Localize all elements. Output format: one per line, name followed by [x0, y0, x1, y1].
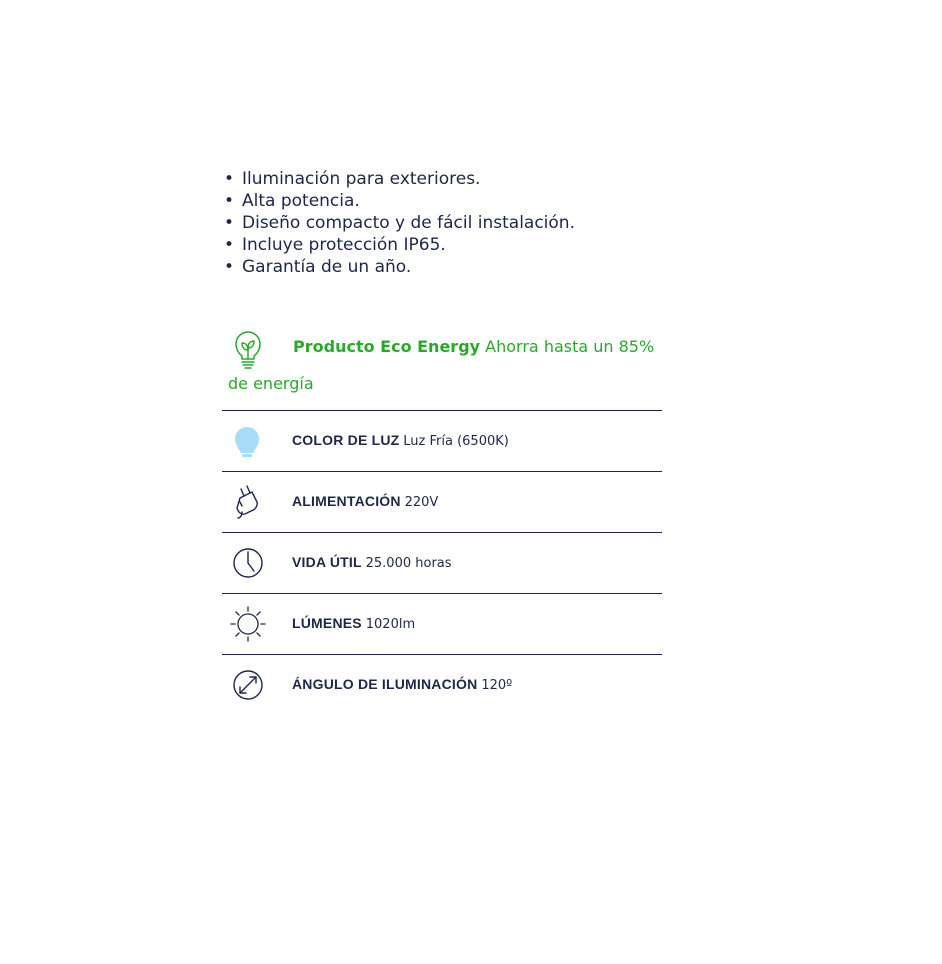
spec-text: [292, 432, 509, 449]
spec-value: 120º: [481, 678, 513, 693]
spec-label: ÁNGULO DE ILUMINACIÓN: [292, 676, 478, 692]
spec-label: ALIMENTACIÓN: [292, 493, 401, 509]
spec-table: [222, 410, 662, 715]
angle-arrow-icon: [230, 667, 266, 703]
spec-value: 25.000 horas: [365, 556, 452, 571]
spec-text: [292, 554, 452, 571]
spec-row-lumens: [222, 593, 662, 654]
spec-text: [292, 493, 438, 510]
spec-value: Luz Fría (6500K): [403, 434, 509, 449]
spec-value: 1020lm: [365, 617, 416, 632]
spec-row-angle: [222, 654, 662, 715]
spec-text: [292, 615, 415, 632]
eco-title: Producto Eco Energy: [293, 337, 481, 356]
plug-icon: [230, 484, 266, 520]
spec-row-life: [222, 532, 662, 593]
feature-item: • Garantía de un año.: [224, 257, 412, 277]
feature-item: • Alta potencia.: [224, 191, 360, 211]
lightbulb-leaf-icon: [234, 330, 262, 370]
feature-item: • Diseño compacto y de fácil instalación.: [224, 213, 575, 233]
eco-line-1: [293, 337, 654, 356]
spec-label: VIDA ÚTIL: [292, 554, 362, 570]
spec-row-power: [222, 471, 662, 532]
sun-icon: [230, 606, 266, 642]
spec-label: COLOR DE LUZ: [292, 432, 400, 448]
spec-text: [292, 676, 512, 693]
clock-icon: [230, 545, 266, 581]
spec-value: 220V: [404, 495, 439, 510]
bulb-icon: [230, 423, 266, 459]
spec-row-color: [222, 410, 662, 471]
feature-item: • Iluminación para exteriores.: [224, 169, 481, 189]
feature-list: [222, 168, 575, 278]
spec-label: LÚMENES: [292, 615, 362, 631]
eco-line-2: de energía: [228, 374, 314, 393]
feature-item: • Incluye protección IP65.: [224, 235, 446, 255]
eco-text: Ahorra hasta un 85%: [485, 337, 655, 356]
